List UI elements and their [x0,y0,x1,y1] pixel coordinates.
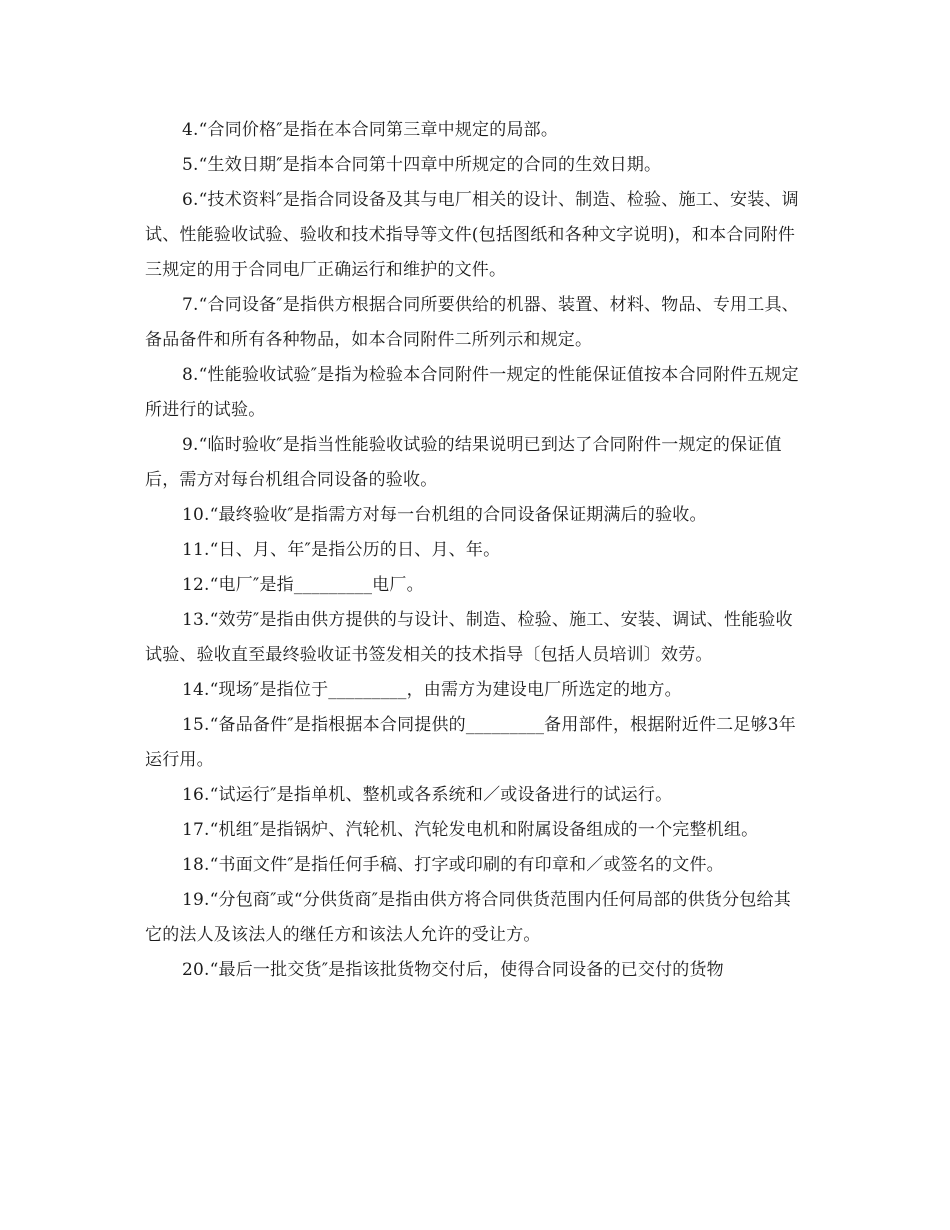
clause-12: 12.“电厂″是指_________电厂。 [182,575,424,595]
clause-18: 18.“书面文件″是指任何手稿、打字或印刷的有印章和／或签名的文件。 [182,855,724,875]
clause-14: 14.“现场″是指位于_________，由需方为建设电厂所选定的地方。 [182,680,682,700]
clause-19: 19.“分包商″或“分供货商″是指由供方将合同供货范围内任何局部的供货分包给其它的法人及该法人的继任方和该法人允许的受让方。 [145,890,791,945]
clause-6: 6.“技术资料″是指合同设备及其与电厂相关的设计、制造、检验、施工、安装、调试、性能验收试验、验收和技术指导等文件(包括图纸和各种文字说明)，和本合同附件三规定的用于合同电厂正确运行和维护的文件。 [145,190,799,280]
clause-15: 15.“备品备件″是指根据本合同提供的_________备用部件，根据附近件二足够3年运行用。 [145,715,796,770]
clause-5: 5.“生效日期″是指本合同第十四章中所规定的合同的生效日期。 [182,155,662,175]
clause-17: 17.“机组″是指锅炉、汽轮机、汽轮发电机和附属设备组成的一个完整机组。 [182,820,759,840]
clause-10: 10.“最终验收″是指需方对每一台机组的合同设备保证期满后的验收。 [182,505,707,525]
clause-4: 4.“合同价格″是指在本合同第三章中规定的局部。 [182,120,559,140]
clause-9: 9.“临时验收″是指当性能验收试验的结果说明已到达了合同附件一规定的保证值后，需方对每台机组合同设备的验收。 [145,435,782,490]
clause-8: 8.“性能验收试验″是指为检验本合同附件一规定的性能保证值按本合同附件五规定所进行的试验。 [145,365,799,420]
document-body [145,113,805,988]
clause-7: 7.“合同设备″是指供方根据合同所要供给的机器、装置、材料、物品、专用工具、备品备件和所有各种物品，如本合同附件二所列示和规定。 [145,295,799,350]
clause-16: 16.“试运行″是指单机、整机或各系统和／或设备进行的试运行。 [182,785,673,805]
clause-11: 11.“日、月、年″是指公历的日、月、年。 [182,540,501,560]
clause-20: 20.“最后一批交货″是指该批货物交付后，使得合同设备的已交付的货物 [182,960,724,980]
clause-13: 13.“效劳″是指由供方提供的与设计、制造、检验、施工、安装、调试、性能验收试验、验收直至最终验收证书签发相关的技术指导〔包括人员培训〕效劳。 [145,610,793,665]
